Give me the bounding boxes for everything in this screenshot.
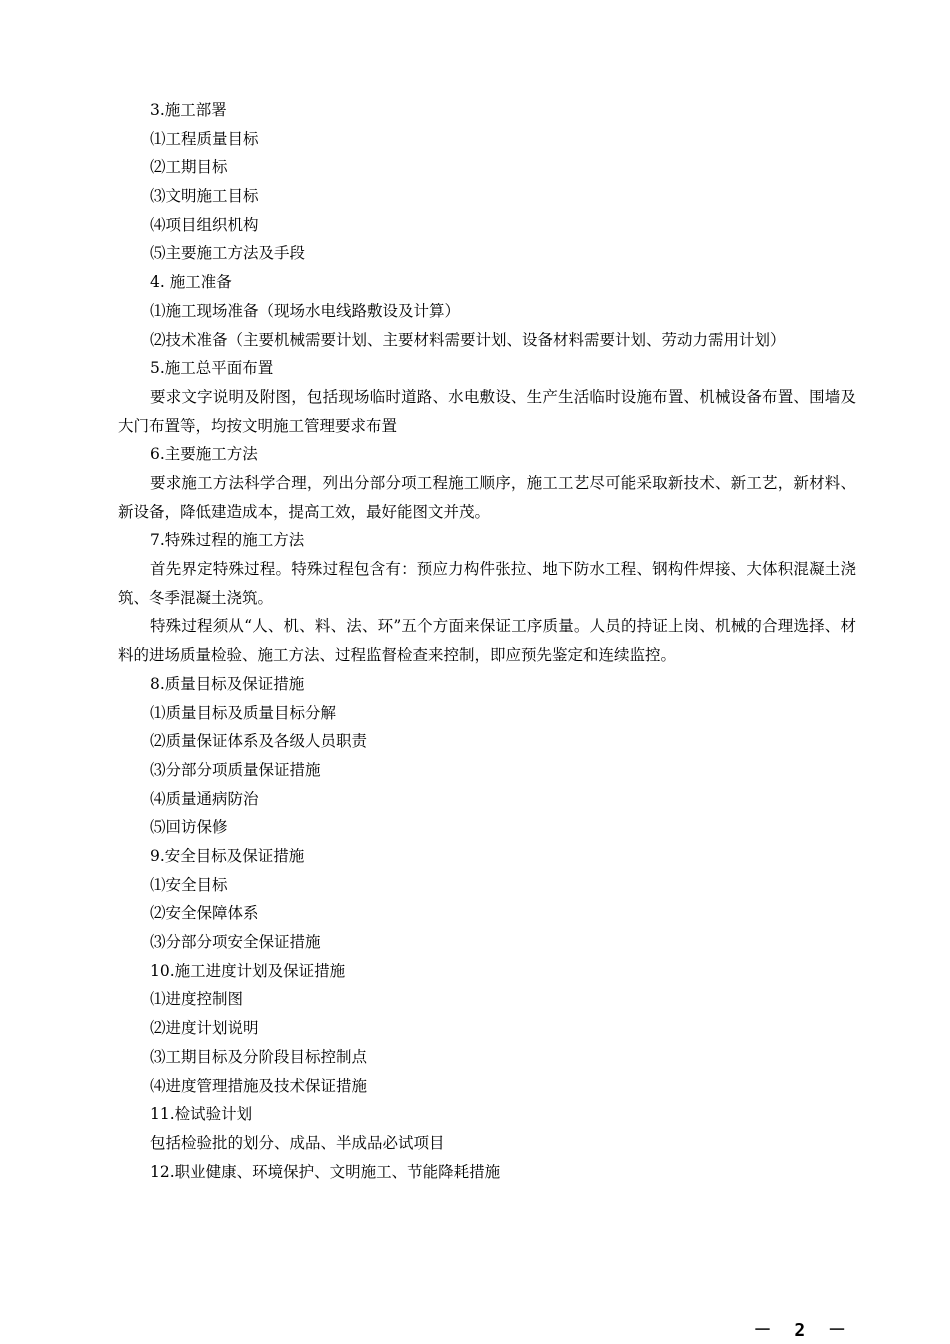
list-item: ⑵安全保障体系 bbox=[150, 904, 259, 923]
list-item: ⑶分部分项质量保证措施 bbox=[150, 760, 321, 779]
list-item: ⑶工期目标及分阶段目标控制点 bbox=[150, 1047, 368, 1066]
section-heading: 11.检试验计划 bbox=[150, 1105, 253, 1124]
list-item: ⑸回访保修 bbox=[150, 818, 228, 837]
list-item: ⑶分部分项安全保证措施 bbox=[150, 933, 321, 952]
list-item: ⑷质量通病防治 bbox=[150, 789, 259, 808]
body-paragraph: 要求文字说明及附图，包括现场临时道路、水电敷设、生产生活临时设施布置、机械设备布置、围墙及大门布置等，均按文明施工管理要求布置 bbox=[118, 387, 856, 435]
list-item: 包括检验批的划分、成品、半成品必试项目 bbox=[150, 1133, 445, 1152]
list-item: ⑵工期目标 bbox=[150, 158, 228, 177]
section-heading: 3.施工部署 bbox=[150, 101, 227, 119]
list-item: ⑴安全目标 bbox=[150, 875, 228, 894]
section-heading: 8.质量目标及保证措施 bbox=[150, 674, 305, 693]
section-heading: 6.主要施工方法 bbox=[150, 445, 258, 464]
list-item: ⑵进度计划说明 bbox=[150, 1019, 259, 1038]
list-item: ⑶文明施工目标 bbox=[150, 187, 259, 206]
body-paragraph: 首先界定特殊过程。特殊过程包含有：预应力构件张拉、地下防水工程、钢构件焊接、大体积混凝土浇筑、冬季混凝土浇筑。 bbox=[118, 560, 856, 607]
list-item: ⑵技术准备（主要机械需要计划、主要材料需要计划、设备材料需要计划、劳动力需用计划） bbox=[150, 330, 786, 349]
body-paragraph: 特殊过程须从“人、机、料、法、环”五个方面来保证工序质量。人员的持证上岗、机械的合理选择、材料的进场质量检验、施工方法、过程监督检查来控制，即应预先鉴定和连续监控。 bbox=[118, 617, 856, 665]
body-paragraph: 要求施工方法科学合理，列出分部分项工程施工顺序，施工工艺尽可能采取新技术、新工艺，新材料、新设备，降低建造成本，提高工效，最好能图文并茂。 bbox=[118, 473, 856, 521]
list-item: ⑷项目组织机构 bbox=[150, 215, 259, 234]
section-heading: 5.施工总平面布置 bbox=[150, 359, 274, 378]
list-item: ⑴进度控制图 bbox=[150, 990, 244, 1009]
section-heading: 7.特殊过程的施工方法 bbox=[150, 531, 305, 550]
list-item: ⑷进度管理措施及技术保证措施 bbox=[150, 1076, 368, 1095]
document-body bbox=[118, 96, 856, 1186]
list-item: ⑸主要施工方法及手段 bbox=[150, 244, 306, 263]
list-item: ⑵质量保证体系及各级人员职责 bbox=[150, 732, 368, 751]
section-heading: 10.施工进度计划及保证措施 bbox=[150, 961, 346, 980]
list-item: ⑴工程质量目标 bbox=[150, 129, 259, 148]
section-heading: 9.安全目标及保证措施 bbox=[150, 847, 305, 865]
section-heading: 4. 施工准备 bbox=[150, 273, 232, 292]
page-number: － 2 － bbox=[753, 1320, 852, 1341]
list-item: ⑴施工现场准备（现场水电线路敷设及计算） bbox=[150, 301, 461, 320]
list-item: ⑴质量目标及质量目标分解 bbox=[150, 703, 337, 722]
section-heading: 12.职业健康、环境保护、文明施工、节能降耗措施 bbox=[150, 1162, 501, 1181]
